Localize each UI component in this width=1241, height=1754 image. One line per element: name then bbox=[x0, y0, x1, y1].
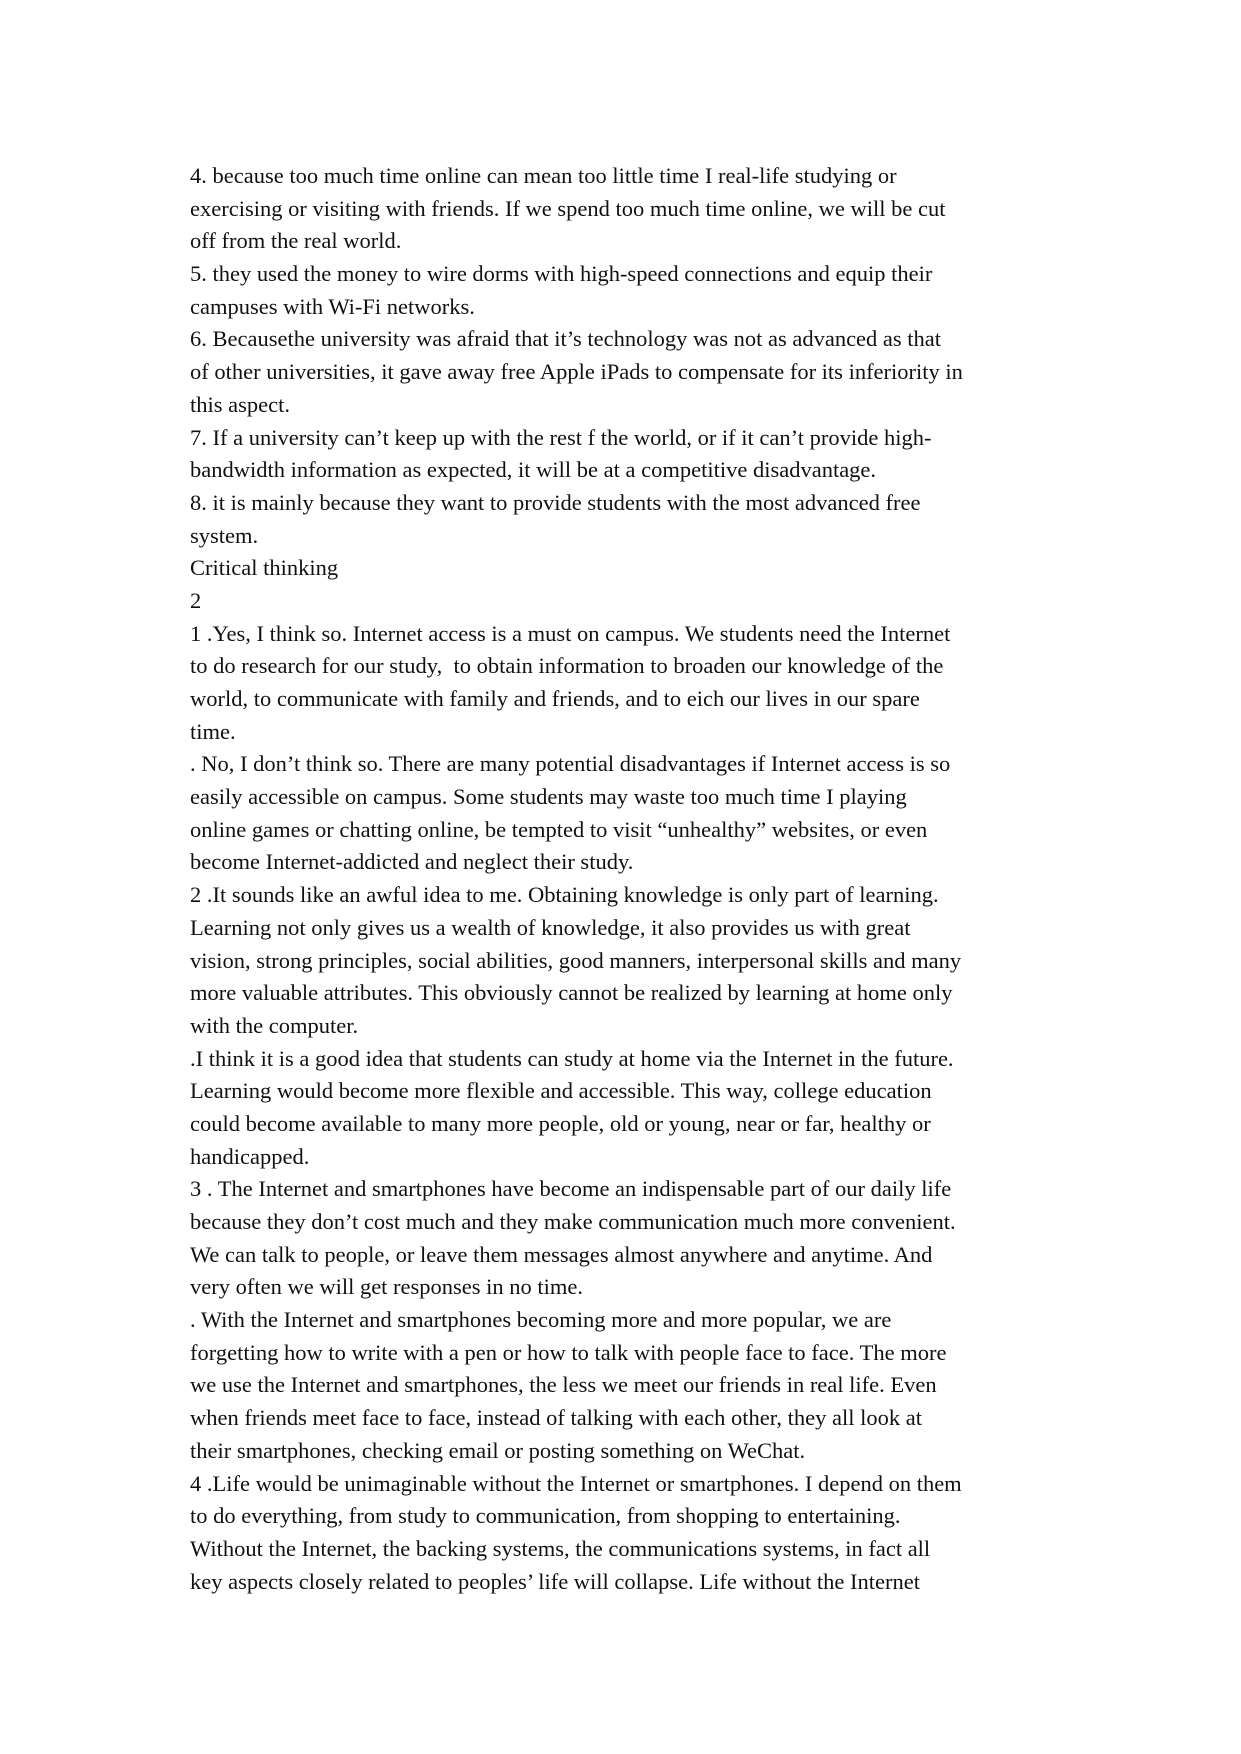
text-line: bandwidth information as expected, it will be at a competitive disadvantage. bbox=[190, 457, 877, 483]
text-line: .I think it is a good idea that students can study at home via the Internet in the future. bbox=[190, 1045, 954, 1071]
text-line: 3 . The Internet and smartphones have become an indispensable part of our daily life bbox=[190, 1176, 952, 1202]
text-line: 1 .Yes, I think so. Internet access is a must on campus. We students need the Internet bbox=[190, 620, 951, 646]
text-line: easily accessible on campus. Some students may waste too much time I playing bbox=[190, 784, 907, 810]
text-line: to do research for our study, to obtain information to broaden our knowledge of the bbox=[190, 653, 944, 679]
text-line: of other universities, it gave away free Apple iPads to compensate for its inferiority in bbox=[190, 359, 963, 385]
text-line: 2 .It sounds like an awful idea to me. Obtaining knowledge is only part of learning. bbox=[190, 882, 939, 908]
text-line: vision, strong principles, social abilities, good manners, interpersonal skills and many bbox=[190, 947, 962, 973]
text-line: their smartphones, checking email or posting something on WeChat. bbox=[190, 1437, 806, 1463]
text-line: exercising or visiting with friends. If we spend too much time online, we will be cut bbox=[190, 195, 946, 221]
section-number: 2 bbox=[190, 587, 202, 613]
text-line: because they don’t cost much and they make communication much more convenient. bbox=[190, 1209, 956, 1234]
text-line: forgetting how to write with a pen or how to talk with people face to face. The more bbox=[190, 1339, 947, 1365]
text-line: with the computer. bbox=[190, 1012, 359, 1038]
text-line: we use the Internet and smartphones, the less we meet our friends in real life. Even bbox=[190, 1372, 937, 1398]
text-line: 5. they used the money to wire dorms with high-speed connections and equip their bbox=[190, 261, 933, 287]
text-line: key aspects closely related to peoples’ life will collapse. Life without the Internet bbox=[190, 1568, 920, 1594]
text-line: time. bbox=[190, 718, 236, 744]
text-line: We can talk to people, or leave them messages almost anywhere and anytime. And bbox=[190, 1241, 933, 1267]
text-line: 8. it is mainly because they want to provide students with the most advanced free bbox=[190, 489, 921, 515]
text-line: very often we will get responses in no time. bbox=[190, 1274, 584, 1300]
text-line: online games or chatting online, be tempted to visit “unhealthy” websites, or even bbox=[190, 816, 928, 842]
text-line: 4. because too much time online can mean too little time I real-life studying or bbox=[190, 163, 897, 188]
text-line: become Internet-addicted and neglect their study. bbox=[190, 849, 634, 875]
text-line: more valuable attributes. This obviously cannot be realized by learning at home only bbox=[190, 980, 953, 1006]
document-body bbox=[190, 160, 1060, 1598]
text-line: campuses with Wi-Fi networks. bbox=[190, 293, 475, 319]
text-line: 6. Becausethe university was afraid that it’s technology was not as advanced as that bbox=[190, 326, 942, 352]
text-line: to do everything, from study to communication, from shopping to entertaining. bbox=[190, 1503, 901, 1529]
text-line: Learning not only gives us a wealth of knowledge, it also provides us with great bbox=[190, 914, 911, 940]
text-line: system. bbox=[190, 522, 259, 548]
text-line: 7. If a university can’t keep up with the rest f the world, or if it can’t provide high- bbox=[190, 424, 932, 450]
text-line: . With the Internet and smartphones becoming more and more popular, we are bbox=[190, 1307, 892, 1333]
text-line: Without the Internet, the backing systems, the communications systems, in fact all bbox=[190, 1535, 931, 1561]
text-line: Learning would become more flexible and accessible. This way, college education bbox=[190, 1078, 932, 1104]
text-line: could become available to many more people, old or young, near or far, healthy or bbox=[190, 1110, 931, 1136]
section-heading: Critical thinking bbox=[190, 555, 339, 581]
text-line: off from the real world. bbox=[190, 228, 402, 254]
text-line: handicapped. bbox=[190, 1143, 310, 1169]
text-line: this aspect. bbox=[190, 391, 290, 417]
text-line: world, to communicate with family and friends, and to eich our lives in our spare bbox=[190, 686, 920, 711]
text-line: when friends meet face to face, instead of talking with each other, they all look at bbox=[190, 1405, 922, 1431]
text-line: 4 .Life would be unimaginable without the Internet or smartphones. I depend on them bbox=[190, 1470, 962, 1496]
text-line: . No, I don’t think so. There are many potential disadvantages if Internet access is so bbox=[190, 751, 951, 777]
